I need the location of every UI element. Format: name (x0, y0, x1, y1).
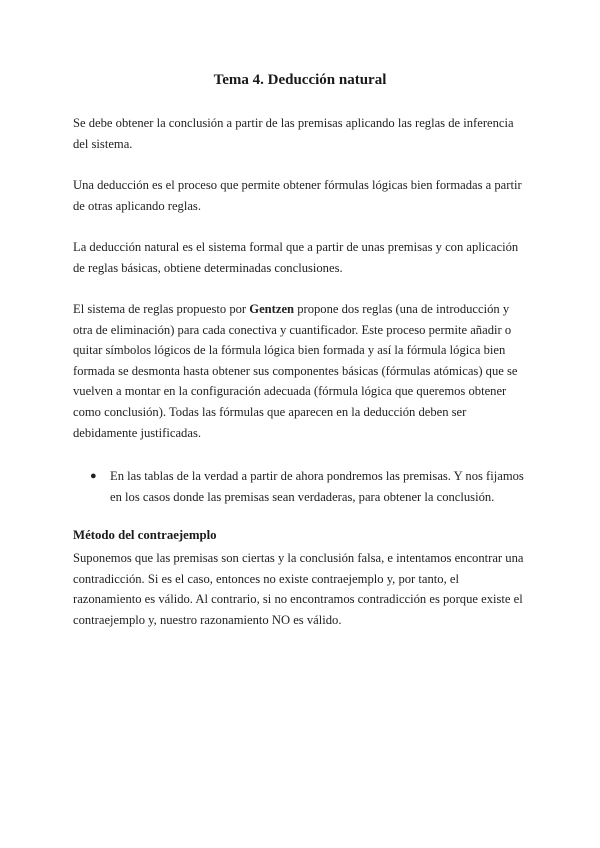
paragraph-4-start: El sistema de reglas propuesto por (73, 302, 250, 316)
paragraph-2: Una deducción es el proceso que permite obtener fórmulas lógicas bien formadas a partir de otras aplicando reglas. (73, 178, 522, 213)
section-heading: Método del contraejemplo (73, 528, 217, 542)
bullet-marker: ● (90, 470, 97, 482)
paragraph-1: Se debe obtener la conclusión a partir de las premisas aplicando las reglas de inferencia del sistema. (73, 116, 514, 151)
paragraph-3: La deducción natural es el sistema formal que a partir de unas premisas y con aplicación de reglas básicas, obtiene determinadas conclusiones. (73, 240, 519, 275)
paragraph-4 (73, 299, 525, 443)
paragraph-4-rest: propone dos reglas (una de introducción y otra de eliminación) para cada conectiva y cuantificador. Este proceso permite añadir o quitar símbolos lógicos de la fórmula lógica bien formada y así la fórmula lógica bien formada se desmonta hasta obtener sus componentes básicas (fórmulas atómicas) que se vuelven a montar en la configuración adecuada (fórmula lógica que queremos obtener como conclusión). Todas las fórmulas que aparecen en la deducción deben ser debidamente justificadas. (73, 302, 518, 440)
bullet-text: En las tablas de la verdad a partir de ahora pondremos las premisas. Y nos fijamos en los casos donde las premisas sean verdaderas, para obtener la conclusión. (110, 469, 524, 504)
gentzen-name: Gentzen (249, 302, 295, 316)
bullet-item (90, 466, 530, 507)
document-title: Tema 4. Deducción natural (213, 72, 387, 88)
section-paragraph: Suponemos que las premisas son ciertas y la conclusión falsa, e intentamos encontrar una contradicción. Si es el caso, entonces no existe contraejemplo y, por tanto, el razonamiento es válido. Al contrario, si no encontramos contradicción es porque existe el contraejemplo y, nuestro razonamiento NO es válido. (73, 551, 524, 627)
